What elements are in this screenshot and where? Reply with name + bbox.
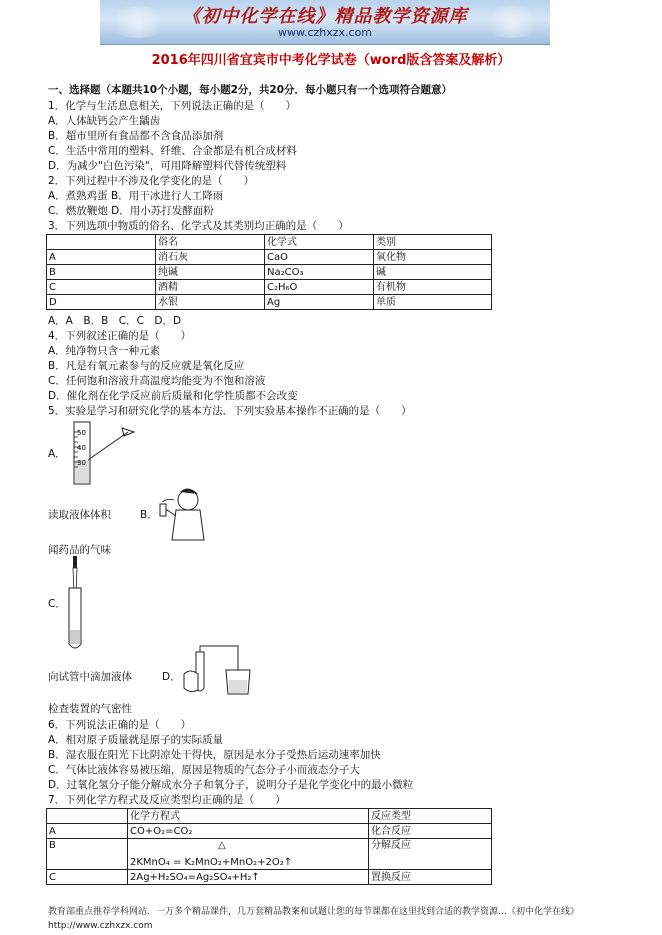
table-cell [47, 235, 156, 250]
table-cell: C [47, 280, 156, 295]
table-cell: 消石灰 [156, 250, 265, 265]
question-5-stem: 5．实验是学习和研究化学的基本方法．下列实验基本操作不正确的是（ ） [48, 405, 412, 417]
site-banner [100, 0, 550, 45]
table-header-row [47, 235, 492, 250]
banner-url: www.czhxzx.com [277, 26, 373, 39]
table-cell: D [47, 295, 156, 310]
table-cell: Ag [265, 295, 374, 310]
question-6-stem: 6．下列说法正确的是（ ） [48, 719, 192, 731]
table-cell: 类别 [374, 235, 492, 250]
table-cell: B [47, 265, 156, 280]
question-5-option-c-label: C． [48, 598, 66, 610]
question-2-options-ab: A．煮熟鸡蛋 B．用干冰进行人工降雨 [48, 190, 224, 202]
table-cell: 2Ag+H₂SO₄=Ag₂SO₄+H₂↑ [128, 870, 369, 885]
question-5-option-b-label: B． [140, 509, 158, 521]
question-4-option-a: A．纯净物只含一种元素 [48, 345, 161, 357]
table-cell [47, 809, 128, 824]
table-cell: 氧化物 [374, 250, 492, 265]
cylinder-tick-label: 50 [77, 429, 86, 437]
banner-title: 《初中化学在线》精品教学资源库 [182, 6, 468, 27]
table-cell: CO+O₂=CO₂ [128, 824, 369, 839]
airtightness-check-image [180, 644, 258, 700]
table-cell: 分解反应 [369, 839, 492, 870]
table-row [47, 870, 492, 885]
table-row [47, 824, 492, 839]
question-5-option-d-caption: 检查装置的气密性 [48, 703, 132, 715]
table-cell: 单质 [374, 295, 492, 310]
question-6-option-b: B．湿衣服在阳光下比阴凉处干得快，原因是水分子受热后运动速率加快 [48, 749, 381, 761]
table-cell [128, 839, 369, 870]
question-5-option-c-caption: 向试管中滴加液体 [48, 671, 132, 683]
dropper-test-tube-image [64, 556, 86, 656]
table-cell: 化学方程式 [128, 809, 369, 824]
equation-text: 2KMnO₄ = K₂MnO₂+MnO₂+2O₂↑ [130, 857, 293, 868]
question-1-option-a: A．人体缺钙会产生龋齿 [48, 115, 161, 127]
question-1-option-c: C．生活中常用的塑料、纤维、合金都是有机合成材料 [48, 145, 297, 157]
question-5-option-b-caption: 闻药品的气味 [48, 544, 111, 556]
table-cell: 化学式 [265, 235, 374, 250]
table-cell: 酒精 [156, 280, 265, 295]
question-1-stem: 1．化学与生活息息相关，下列说法正确的是（ ） [48, 100, 297, 112]
question-5-option-d-label: D． [162, 671, 181, 683]
table-cell: 反应类型 [369, 809, 492, 824]
question-3-options: A．A B．B C．C D．D [48, 315, 182, 327]
section-heading: 一、选择题（本题共10个小题，每小题2分，共20分．每小题只有一个选项符合题意） [48, 84, 453, 96]
table-cell: C [47, 870, 128, 885]
table-row [47, 295, 492, 310]
question-1-option-b: B．超市里所有食品都不含食品添加剂 [48, 130, 224, 142]
question-3-table [46, 234, 492, 310]
table-cell: A [47, 250, 156, 265]
smell-chemical-image [158, 486, 210, 542]
question-1-option-d: D．为减少"白色污染"，可用降解塑料代替传统塑料 [48, 160, 287, 172]
table-cell: B [47, 839, 128, 870]
table-row [47, 280, 492, 295]
question-3-stem: 3．下列选项中物质的俗名、化学式及其类别均正确的是（ ） [48, 220, 349, 232]
question-7-table [46, 808, 492, 885]
page-footer: 教育部重点推荐学科网站．一万多个精品课件，几万套精品教案和试题让您的每节课都在这里找到合适的教学资源…《初中化学在线》http://www.czhxzx.com [48, 907, 580, 931]
question-7-stem: 7．下列化学方程式及反应类型均正确的是（ ） [48, 794, 286, 806]
question-2-stem: 2．下列过程中不涉及化学变化的是（ ） [48, 175, 255, 187]
graduated-cylinder-reading-image [66, 420, 150, 486]
table-cell: 水银 [156, 295, 265, 310]
table-header-row [47, 809, 492, 824]
question-4-option-b: B．凡是有氧元素参与的反应就是氧化反应 [48, 360, 245, 372]
table-cell: C₂H₆O [265, 280, 374, 295]
table-cell: CaO [265, 250, 374, 265]
table-cell: Na₂CO₃ [265, 265, 374, 280]
table-cell: A [47, 824, 128, 839]
table-cell: 俗名 [156, 235, 265, 250]
question-4-option-c: C．任何饱和溶液升高温度均能变为不饱和溶液 [48, 375, 266, 387]
question-6-option-c: C．气体比液体容易被压缩，原因是物质的气态分子小而液态分子大 [48, 764, 360, 776]
table-row [47, 265, 492, 280]
question-4-option-d: D．催化剂在化学反应前后质量和化学性质都不会改变 [48, 390, 298, 402]
question-4-stem: 4．下列叙述正确的是（ ） [48, 330, 192, 342]
table-cell: 置换反应 [369, 870, 492, 885]
table-row [47, 839, 492, 870]
question-2-options-cd: C．燃放鞭炮 D．用小苏打发酵面粉 [48, 205, 214, 217]
document-title: 2016年四川省宜宾市中考化学试卷（word版含答案及解析） [151, 53, 511, 68]
table-cell: 纯碱 [156, 265, 265, 280]
question-6-option-a: A．相对原子质量就是原子的实际质量 [48, 734, 224, 746]
heating-condition-symbol: △ [218, 840, 226, 851]
question-6-option-d: D．过氧化氢分子能分解成水分子和氧分子，说明分子是化学变化中的最小微粒 [48, 779, 414, 791]
question-5-option-a-label: A． [48, 448, 66, 460]
table-row [47, 250, 492, 265]
question-5-option-a-caption: 读取液体体积 [48, 509, 111, 521]
cylinder-tick-label: 30 [77, 459, 86, 467]
table-cell: 碱 [374, 265, 492, 280]
table-cell: 有机物 [374, 280, 492, 295]
table-cell: 化合反应 [369, 824, 492, 839]
cylinder-tick-label: 40 [77, 444, 86, 452]
